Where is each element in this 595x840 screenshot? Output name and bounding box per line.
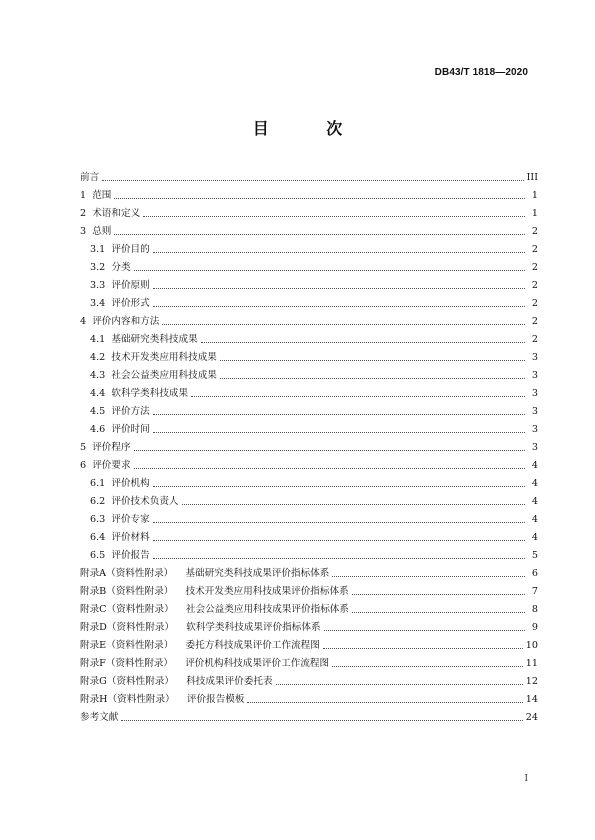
toc-entry-label: 3.4 评价形式	[90, 298, 150, 309]
toc-entry[interactable]	[80, 400, 538, 418]
toc-entry-label: 3.3 评价原则	[90, 280, 150, 291]
toc-entry-page: 11	[525, 658, 538, 669]
toc-entry-page: 3	[531, 370, 538, 381]
dot-leader	[220, 360, 525, 361]
toc-entry-page: 3	[531, 424, 538, 435]
toc-entry-label: 4.1 基础研究类科技成果	[90, 334, 198, 345]
dot-leader	[153, 558, 525, 559]
toc-entry-page: 4	[531, 496, 538, 507]
toc-entry-label: 1 范围	[80, 190, 112, 201]
dot-leader	[121, 720, 522, 721]
toc-entry-label: 附录H（资料性附录） 评价报告模板	[80, 694, 245, 705]
dot-leader	[153, 252, 525, 253]
dot-leader	[153, 306, 525, 307]
toc-entry-page: 2	[531, 280, 538, 291]
toc-entry-label: 6.5 评价报告	[90, 550, 150, 561]
toc-entry-label: 4 评价内容和方法	[80, 316, 160, 327]
toc-entry[interactable]	[80, 652, 538, 670]
toc-entry-page: 3	[531, 388, 538, 399]
toc-entry[interactable]	[80, 598, 538, 616]
dot-leader	[153, 414, 525, 415]
toc-entry[interactable]	[80, 490, 538, 508]
toc-entry-label: 附录A（资料性附录） 基础研究类科技成果评价指标体系	[80, 568, 330, 579]
toc-entry-page: 3	[531, 442, 538, 453]
dot-leader	[153, 486, 525, 487]
toc-entry-label: 参考文献	[80, 712, 119, 723]
toc-entry-page: 2	[531, 226, 538, 237]
toc-entry-label: 6 评价要求	[80, 460, 131, 471]
toc-entry[interactable]	[80, 220, 538, 238]
toc-entry-label: 4.4 软科学类科技成果	[90, 388, 189, 399]
dot-leader	[134, 450, 525, 451]
dot-leader	[191, 396, 525, 397]
toc-entry[interactable]	[80, 580, 538, 598]
dot-leader	[114, 234, 525, 235]
toc-entry[interactable]	[80, 544, 538, 562]
toc-entry-label: 附录C（资料性附录） 社会公益类应用科技成果评价指标体系	[80, 604, 349, 615]
toc-entry-page: 12	[525, 676, 538, 687]
toc-entry-label: 前言	[80, 172, 100, 183]
toc-entry[interactable]	[80, 364, 538, 382]
toc-entry-label: 4.3 社会公益类应用科技成果	[90, 370, 217, 381]
dot-leader	[201, 342, 525, 343]
toc-entry[interactable]	[80, 706, 538, 724]
toc-entry-label: 附录B（资料性附录） 技术开发类应用科技成果评价指标体系	[80, 586, 349, 597]
dot-leader	[102, 180, 523, 181]
toc-entry-label: 2 术语和定义	[80, 208, 141, 219]
toc-entry-page: 4	[531, 514, 538, 525]
toc-entry[interactable]	[80, 454, 538, 472]
dot-leader	[247, 702, 522, 703]
toc-entry[interactable]	[80, 670, 538, 688]
dot-leader	[134, 270, 525, 271]
toc-entry-page: 24	[525, 712, 538, 723]
dot-leader	[324, 630, 525, 631]
toc-entry-page: 1	[531, 190, 538, 201]
dot-leader	[332, 666, 523, 667]
toc-entry[interactable]	[80, 310, 538, 328]
dot-leader	[162, 324, 525, 325]
table-of-contents	[80, 166, 538, 724]
page-number: I	[524, 774, 528, 784]
toc-entry-label: 附录D（资料性附录） 软科学类科技成果评价指标体系	[80, 622, 321, 633]
toc-entry-page: 14	[525, 694, 538, 705]
dot-leader	[332, 576, 525, 577]
dot-leader	[352, 594, 525, 595]
dot-leader	[114, 198, 525, 199]
toc-entry-label: 5 评价程序	[80, 442, 131, 453]
toc-entry[interactable]	[80, 418, 538, 436]
toc-entry[interactable]	[80, 256, 538, 274]
toc-entry-page: 10	[525, 640, 538, 651]
toc-entry[interactable]	[80, 472, 538, 490]
toc-entry-page: 1	[531, 208, 538, 219]
toc-entry-label: 3.1 评价目的	[90, 244, 150, 255]
dot-leader	[153, 540, 525, 541]
toc-entry-page: 2	[531, 244, 538, 255]
toc-entry[interactable]	[80, 616, 538, 634]
toc-entry-page: 2	[531, 334, 538, 345]
toc-entry-label: 附录E（资料性附录） 委托方科技成果评价工作流程图	[80, 640, 320, 651]
toc-entry-page: 4	[531, 460, 538, 471]
toc-entry[interactable]	[80, 634, 538, 652]
toc-entry-label: 4.6 评价时间	[90, 424, 150, 435]
toc-entry[interactable]	[80, 508, 538, 526]
toc-entry-label: 3 总则	[80, 226, 112, 237]
toc-entry[interactable]	[80, 184, 538, 202]
toc-entry[interactable]	[80, 688, 538, 706]
toc-entry[interactable]	[80, 292, 538, 310]
toc-entry-page: 4	[531, 532, 538, 543]
toc-entry-page: 8	[531, 604, 538, 615]
toc-entry-page: 7	[531, 586, 538, 597]
toc-entry-label: 4.5 评价方法	[90, 406, 150, 417]
toc-entry[interactable]	[80, 238, 538, 256]
toc-entry-label: 6.2 评价技术负责人	[90, 496, 179, 507]
toc-entry[interactable]	[80, 328, 538, 346]
toc-entry-label: 6.3 评价专家	[90, 514, 150, 525]
dot-leader	[153, 288, 525, 289]
dot-leader	[134, 468, 525, 469]
toc-entry[interactable]	[80, 346, 538, 364]
dot-leader	[143, 216, 525, 217]
standard-code: DB43/T 1818—2020	[434, 67, 528, 78]
toc-entry-page: 9	[531, 622, 538, 633]
toc-entry-page: 2	[531, 316, 538, 327]
toc-entry-label: 6.4 评价材料	[90, 532, 150, 543]
toc-entry-page: 5	[531, 550, 538, 561]
toc-entry-label: 附录F（资料性附录） 评价机构科技成果评价工作流程图	[80, 658, 330, 669]
dot-leader	[323, 648, 523, 649]
dot-leader	[220, 378, 525, 379]
toc-entry[interactable]	[80, 526, 538, 544]
toc-entry[interactable]	[80, 562, 538, 580]
toc-entry-page: 3	[531, 352, 538, 363]
dot-leader	[153, 522, 525, 523]
toc-entry[interactable]	[80, 382, 538, 400]
toc-entry-page: 6	[531, 568, 538, 579]
toc-entry-page: 3	[531, 406, 538, 417]
toc-entry-page: 2	[531, 298, 538, 309]
dot-leader	[153, 432, 525, 433]
toc-entry-page: 2	[531, 262, 538, 273]
dot-leader	[182, 504, 525, 505]
toc-entry-page: 4	[531, 478, 538, 489]
dot-leader	[276, 684, 523, 685]
toc-entry-label: 附录G（资料性附录） 科技成果评价委托表	[80, 676, 273, 687]
toc-entry[interactable]	[80, 166, 538, 184]
toc-entry[interactable]	[80, 274, 538, 292]
toc-entry-page: III	[526, 172, 538, 183]
dot-leader	[352, 612, 525, 613]
toc-entry[interactable]	[80, 436, 538, 454]
toc-entry-label: 6.1 评价机构	[90, 478, 150, 489]
page-title: 目 次	[252, 119, 369, 138]
toc-entry-label: 4.2 技术开发类应用科技成果	[90, 352, 217, 363]
toc-entry-label: 3.2 分类	[90, 262, 131, 273]
toc-entry[interactable]	[80, 202, 538, 220]
